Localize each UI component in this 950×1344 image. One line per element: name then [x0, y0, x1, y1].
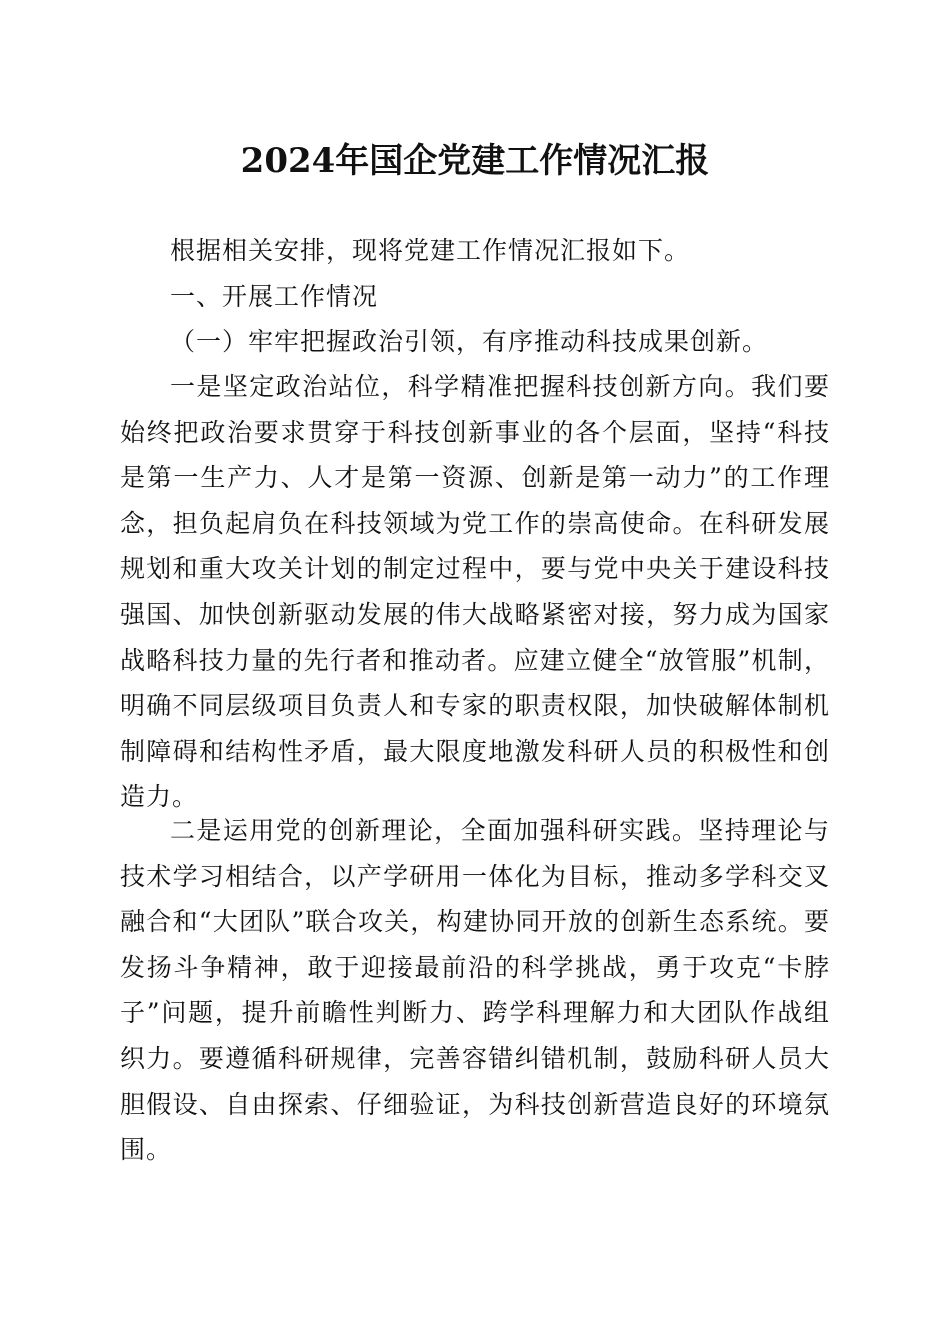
subsection-heading: （一）牢牢把握政治引领，有序推动科技成果创新。: [170, 327, 769, 356]
section-heading: 一、开展工作情况: [170, 282, 379, 311]
paragraph-2-text: 坚持理论与技术学习相结合，以产学研用一体化为目标，推动多学科交叉融合和“大团队”联合攻关，构建协同开放的创新生态系统。要发扬斗争精神，敢于迎接最前沿的科学挑战，勇于攻克“卡脖子”问题，提升前瞻性判断力、跨学科理解力和大团队作战组织力。要遵循科研规律，完善容错纠错机制，鼓励科研人员大胆假设、自由探索、仔细验证，为科技创新营造良好的环境氛围。: [120, 816, 830, 1165]
paragraph-1: [120, 364, 830, 820]
paragraph-1-text: 我们要始终把政治要求贯穿于科技创新事业的各个层面，坚持“科技是第一生产力、人才是第一资源、创新是第一动力”的工作理念，担负起肩负在科技领域为党工作的崇高使命。在科研发展规划和重大攻关计划的制定过程中，要与党中央关于建设科技强国、加快创新驱动发展的伟大战略紧密对接，努力成为国家战略科技力量的先行者和推动者。应建立健全“放管服”机制，明确不同层级项目负责人和专家的职责权限，加快破解体制机制障碍和结构性矛盾，最大限度地激发科研人员的积极性和创造力。: [120, 372, 830, 812]
paragraph-1-lead: 一是坚定政治站位，科学精准把握科技创新方向。: [170, 372, 752, 401]
document-title: 2024年国企党建工作情况汇报: [240, 141, 710, 181]
intro-paragraph: 根据相关安排，现将党建工作情况汇报如下。: [170, 236, 691, 265]
paragraph-2: [120, 808, 830, 1173]
paragraph-2-lead: 二是运用党的创新理论，全面加强科研实践。: [170, 816, 699, 845]
